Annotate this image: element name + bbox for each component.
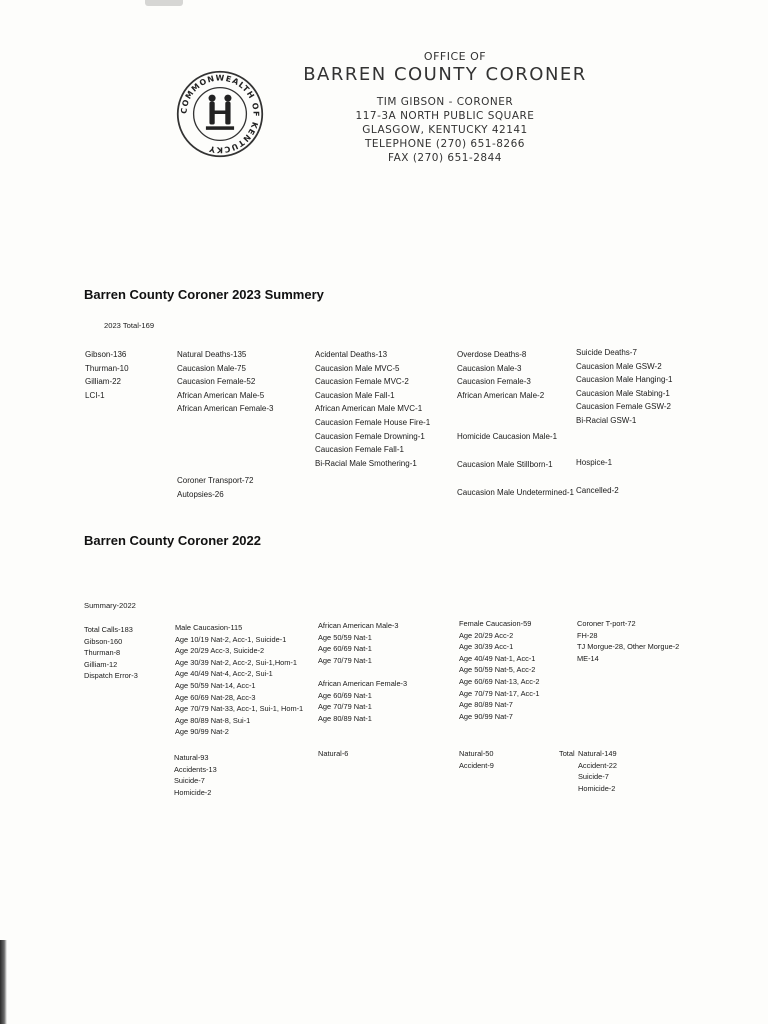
col-2023-natural — [177, 348, 273, 416]
list-item: Caucasion Female House Fire-1 — [315, 417, 431, 427]
list-item: Suicide Deaths-7 — [576, 348, 637, 357]
list-item: TJ Morgue-28, Other Morgue-2 — [577, 642, 680, 652]
coroner-name: TIM GIBSON - CORONER — [376, 96, 514, 108]
cancelled-2023: Cancelled-2 — [576, 486, 619, 495]
list-item: Caucasion Male MVC-5 — [315, 363, 400, 373]
list-item: Gibson-160 — [84, 636, 123, 646]
list-item: Age 70/79 Nat-1 — [318, 702, 372, 712]
kentucky-seal-icon — [176, 70, 264, 158]
scan-shadow — [0, 940, 7, 1024]
total-2023: 2023 Total-169 — [104, 321, 155, 330]
office-title: BARREN COUNTY CORONER — [303, 64, 587, 85]
list-item: Caucasion Male-75 — [177, 363, 246, 373]
list-item: African American Female-3 — [177, 404, 274, 414]
list-item: Age 90/99 Nat-2 — [175, 727, 229, 737]
list-item: Age 80/89 Nat-1 — [318, 713, 372, 723]
list-item: Suicide-7 — [174, 776, 205, 786]
list-item: Suicide-7 — [578, 772, 609, 782]
homicide-2023: Homicide Caucasion Male-1 — [457, 432, 558, 441]
list-item: African American Male MVC-1 — [315, 404, 423, 414]
list-item: Gibson-136 — [85, 350, 127, 359]
list-item: African American Male-2 — [457, 390, 545, 400]
list-item: Accidents-13 — [174, 764, 217, 774]
list-item: Caucasion Female-52 — [177, 377, 256, 387]
list-item: Age 70/79 Nat-17, Acc-1 — [459, 688, 540, 698]
col-2022-male-totals — [174, 752, 217, 798]
hospice-2023: Hospice-1 — [576, 458, 613, 467]
list-item: African American Female-3 — [318, 679, 408, 688]
list-item: Thurman-10 — [85, 363, 129, 373]
total-label-2022: Total — [559, 749, 575, 758]
list-item: Male Caucasion-115 — [175, 623, 243, 632]
list-item: Bi-Racial GSW-1 — [576, 415, 637, 425]
list-item: Caucasion Female GSW-2 — [576, 402, 671, 412]
list-item: Autopsies-26 — [177, 489, 224, 499]
list-item: Accident-9 — [459, 760, 494, 770]
list-item: Gilliam-22 — [85, 377, 122, 387]
list-item: African American Male-5 — [177, 390, 265, 400]
list-item: Caucasion Female Fall-1 — [315, 445, 404, 455]
heading-2022: Barren County Coroner 2022 — [84, 533, 261, 548]
col-2022-calls — [84, 624, 138, 682]
list-item: Gilliam-12 — [84, 659, 118, 669]
list-item: Age 10/19 Nat-2, Acc-1, Suicide-1 — [175, 634, 287, 644]
list-item: Accident-22 — [578, 760, 618, 770]
list-item: Age 50/59 Nat-1 — [318, 632, 372, 642]
paper-clip-mark — [145, 0, 183, 6]
list-item: Age 60/69 Nat-28, Acc-3 — [175, 692, 256, 702]
svg-text:COMMONWEALTH OF KENTUCKY: COMMONWEALTH OF KENTUCKY — [179, 73, 261, 155]
fax-line: FAX (270) 651-2844 — [388, 152, 502, 164]
list-item: Caucasion Male GSW-2 — [576, 361, 662, 371]
list-item: Age 70/79 Nat-33, Acc-1, Sui-1, Hom-1 — [175, 704, 304, 714]
list-item: Age 40/49 Nat-1, Acc-1 — [459, 653, 536, 663]
col-2023-overdose — [457, 348, 544, 402]
col-2023-suicide — [576, 346, 673, 428]
list-item: Age 50/59 Nat-14, Acc-1 — [175, 680, 256, 690]
list-item: Caucasion Male Hanging-1 — [576, 375, 673, 385]
list-item: Dispatch Error-3 — [84, 671, 138, 681]
list-item: Age 50/59 Nat-5, Acc-2 — [459, 665, 536, 675]
natural-aa-2022: Natural-6 — [318, 749, 349, 758]
list-item: Caucasion Male Stabing-1 — [576, 388, 670, 398]
list-item: Age 40/49 Nat-4, Acc-2, Sui-1 — [175, 669, 273, 679]
city-line: GLASGOW, KENTUCKY 42141 — [362, 124, 528, 136]
list-item: Coroner Transport-72 — [177, 476, 254, 485]
list-item: Age 20/29 Acc-3, Suicide-2 — [175, 646, 265, 656]
col-2023-accidental — [315, 348, 430, 470]
list-item: Acidental Deaths-13 — [315, 350, 388, 359]
list-item: ME-14 — [577, 653, 599, 663]
list-item: Natural-93 — [174, 753, 209, 762]
col-2022-female-totals — [459, 748, 494, 771]
col-2022-aa-male — [318, 620, 399, 666]
list-item: Natural Deaths-135 — [177, 350, 247, 359]
list-item: Coroner T-port-72 — [577, 619, 636, 628]
letterhead — [300, 50, 590, 165]
list-item: Total Calls-183 — [84, 625, 133, 634]
list-item: African American Male-3 — [318, 621, 399, 630]
list-item: Thurman-8 — [84, 648, 121, 658]
heading-2023: Barren County Coroner 2023 Summery — [84, 287, 324, 302]
list-item: Overdose Deaths-8 — [457, 350, 527, 359]
col-2022-grand-totals — [578, 748, 617, 794]
list-item: Age 60/69 Nat-1 — [318, 644, 372, 654]
list-item: Homicide-2 — [174, 787, 212, 797]
list-item: Caucasion Female Drowning-1 — [315, 431, 425, 441]
summary-2022-label: Summary-2022 — [84, 601, 136, 610]
telephone-line: TELEPHONE (270) 651-8266 — [365, 138, 525, 150]
list-item: Age 60/69 Nat-1 — [318, 690, 372, 700]
list-item: Caucasion Male-3 — [457, 363, 522, 373]
list-item: FH-28 — [577, 630, 598, 640]
undetermined-2023: Caucasion Male Undetermined-1 — [457, 488, 574, 497]
col-2022-transport — [577, 618, 679, 664]
list-item: Female Caucasion-59 — [459, 619, 532, 628]
list-item: Homicide-2 — [578, 783, 616, 793]
stillborn-2023: Caucasion Male Stillborn-1 — [457, 460, 553, 469]
list-item: Age 80/89 Nat-8, Sui-1 — [175, 715, 251, 725]
list-item: Natural-50 — [459, 749, 494, 758]
list-item: Age 80/89 Nat-7 — [459, 700, 513, 710]
office-of-label: OFFICE OF — [423, 50, 487, 63]
list-item: Caucasion Female-3 — [457, 377, 531, 387]
col-2023-transport — [177, 474, 253, 501]
list-item: Caucasion Female MVC-2 — [315, 377, 409, 387]
list-item: Age 30/39 Acc-1 — [459, 642, 514, 652]
list-item: Age 30/39 Nat-2, Acc-2, Sui-1,Hom-1 — [175, 657, 298, 667]
list-item: Age 90/99 Nat-7 — [459, 711, 513, 721]
list-item: Age 20/29 Acc-2 — [459, 630, 514, 640]
list-item: Natural-149 — [578, 749, 617, 758]
col-2022-aa-female — [318, 678, 407, 724]
address-line: 117-3A NORTH PUBLIC SQUARE — [355, 110, 535, 122]
list-item: Age 70/79 Nat-1 — [318, 655, 372, 665]
col-2022-male-caucasion — [175, 622, 303, 738]
list-item: Bi-Racial Male Smothering-1 — [315, 458, 417, 468]
col-2023-coroners — [85, 348, 129, 402]
list-item: Caucasion Male Fall-1 — [315, 390, 395, 400]
list-item: LCI-1 — [85, 390, 105, 400]
col-2022-female-caucasion — [459, 618, 540, 722]
list-item: Age 60/69 Nat-13, Acc-2 — [459, 676, 540, 686]
